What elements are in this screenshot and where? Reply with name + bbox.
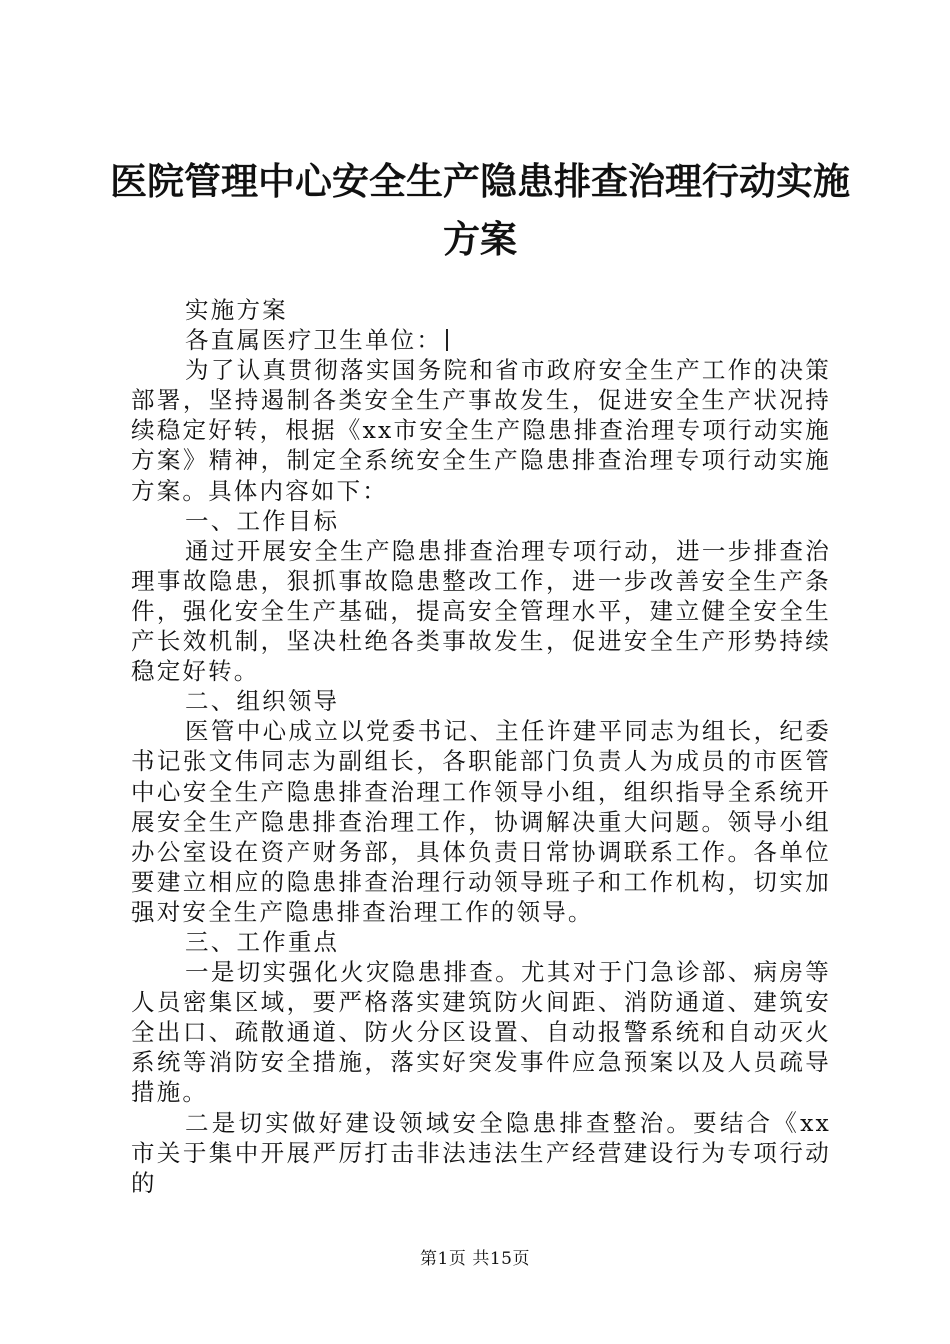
page-number: 第1页 bbox=[420, 1249, 467, 1269]
text-cursor bbox=[446, 329, 448, 351]
section-heading-priorities: 三、工作重点 bbox=[185, 927, 340, 956]
title-line-1: 医院管理中心安全生产隐患排查治理行动实施 bbox=[110, 159, 850, 203]
paragraph-salutation bbox=[131, 325, 831, 355]
paragraph-fire-safety: 一是切实强化火灾隐患排查。尤其对于门急诊部、病房等人员密集区域，要严格落实建筑防火间距、消防通道、建筑安全出口、疏散通道、防火分区设置、自动报警系统和自动灭火系统等消防安全措施，落实好突发事件应急预案以及人员疏导措施。 bbox=[131, 958, 831, 1107]
document-title bbox=[110, 152, 850, 268]
page-total: 共15页 bbox=[472, 1249, 530, 1269]
paragraph-goals: 通过开展安全生产隐患排查治理专项行动，进一步排查治理事故隐患，狠抓事故隐患整改工作，进一步改善安全生产条件，强化安全生产基础，提高安全管理水平，建立健全安全生产长效机制，坚决杜绝各类事故发生，促进安全生产形势持续稳定好转。 bbox=[131, 536, 831, 686]
paragraph-intro: 为了认真贯彻落实国务院和省市政府安全生产工作的决策部署，坚持遏制各类安全生产事故发生，促进安全生产状况持续稳定好转，根据《xx市安全生产隐患排查治理专项行动实施方案》精神，制定全系统安全生产隐患排查治理专项行动实施方案。具体内容如下： bbox=[131, 356, 831, 505]
section-heading-leadership: 二、组织领导 bbox=[185, 687, 340, 716]
document-body bbox=[131, 295, 831, 1198]
section-heading-goals: 一、工作目标 bbox=[185, 506, 340, 535]
paragraph-construction: 二是切实做好建设领域安全隐患排查整治。要结合《xx市关于集中开展严厉打击非法违法生产经营建设行为专项行动的 bbox=[131, 1108, 831, 1197]
salutation-text: 各直属医疗卫生单位： bbox=[185, 326, 443, 355]
title-line-2: 方案 bbox=[443, 217, 517, 261]
paragraph-subtitle: 实施方案 bbox=[185, 296, 288, 324]
paragraph-leadership: 医管中心成立以党委书记、主任许建平同志为组长，纪委书记张文伟同志为副组长，各职能部门负责人为成员的市医管中心安全生产隐患排查治理工作领导小组，组织指导全系统开展安全生产隐患排查治理工作，协调解决重大问题。领导小组办公室设在资产财务部，具体负责日常协调联系工作。各单位要建立相应的隐患排查治理行动领导班子和工作机构，切实加强对安全生产隐患排查治理工作的领导。 bbox=[131, 717, 831, 926]
page-footer bbox=[0, 1244, 950, 1269]
